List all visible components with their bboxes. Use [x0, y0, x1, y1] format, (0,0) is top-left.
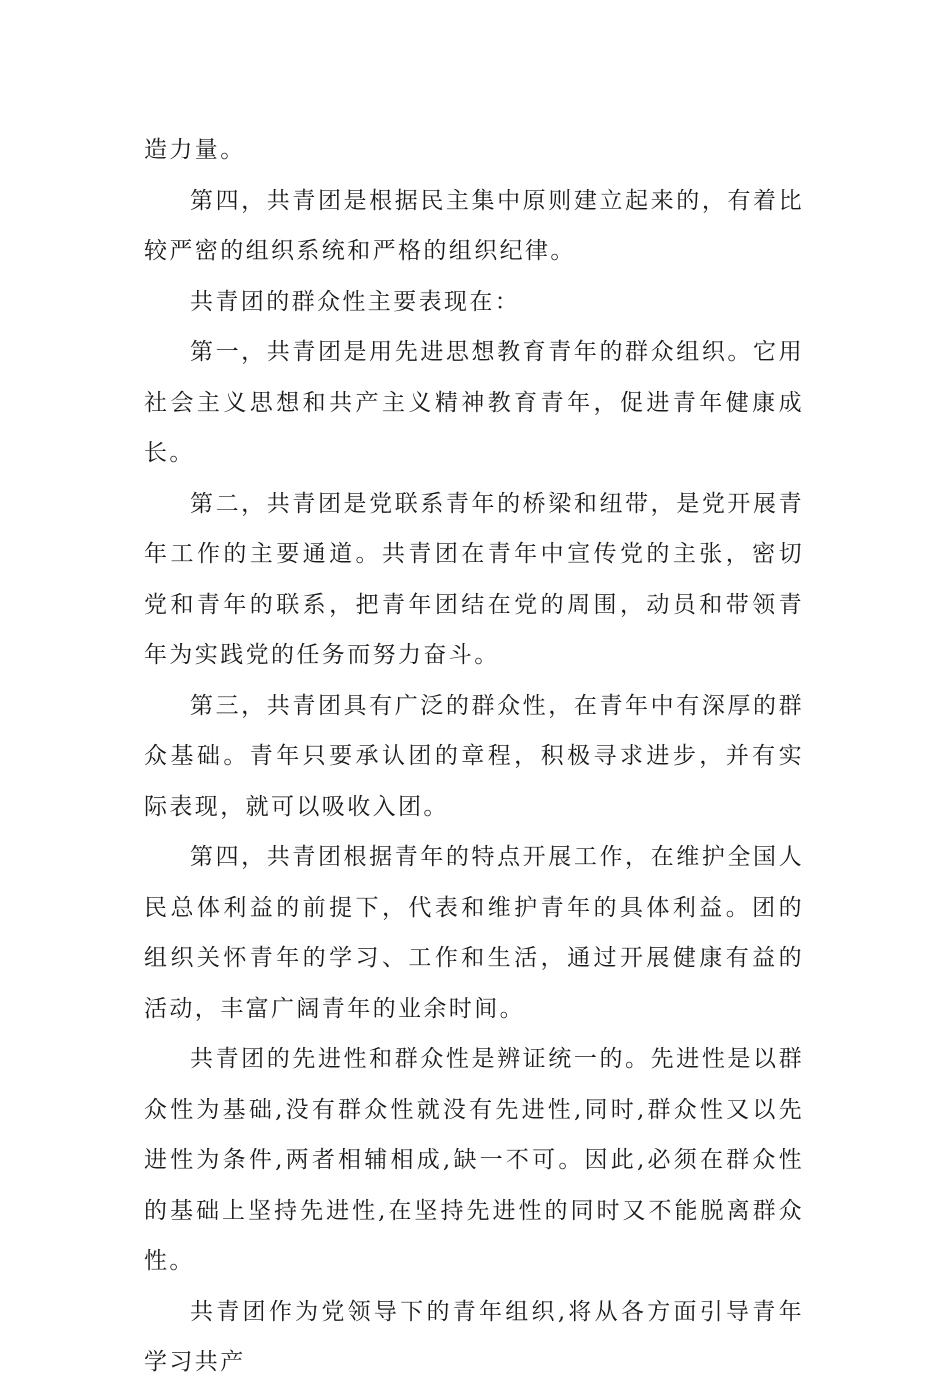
paragraph-point-four-organization: 第四，共青团是根据民主集中原则建立起来的，有着比较严密的组织系统和严格的组织纪律。	[144, 187, 804, 264]
paragraph-closing: 共青团作为党领导下的青年组织,将从各方面引导青年学习共产	[144, 1298, 804, 1375]
paragraph-point-two: 第二，共青团是党联系青年的桥梁和纽带，是党开展青年工作的主要通道。共青团在青年中宣传党的主张，密切党和青年的联系，把青年团结在党的周围，动员和带领青年为实践党的任务而努力奋斗。	[144, 490, 804, 668]
paragraph-dialectical-unity: 共青团的先进性和群众性是辨证统一的。先进性是以群众性为基础,没有群众性就没有先进性,同时,群众性又以先进性为条件,两者相辅相成,缺一不可。因此,必须在群众性的基础上坚持先进性,在坚持先进性的同时又不能脱离群众性。	[144, 1046, 804, 1274]
paragraph-continuation: 造力量。	[144, 137, 246, 163]
paragraph-point-three: 第三，共青团具有广泛的群众性，在青年中有深厚的群众基础。青年只要承认团的章程，积极寻求进步，并有实际表现，就可以吸收入团。	[144, 692, 804, 820]
paragraph-point-four: 第四，共青团根据青年的特点开展工作，在维护全国人民总体利益的前提下，代表和维护青年的具体利益。团的组织关怀青年的学习、工作和生活，通过开展健康有益的活动，丰富广阔青年的业余时间。	[144, 844, 804, 1022]
paragraph-mass-nature-intro: 共青团的群众性主要表现在：	[190, 288, 521, 315]
document-body	[144, 125, 804, 1388]
paragraph-point-one: 第一，共青团是用先进思想教育青年的群众组织。它用社会主义思想和共产主义精神教育青年，促进青年健康成长。	[144, 339, 804, 466]
